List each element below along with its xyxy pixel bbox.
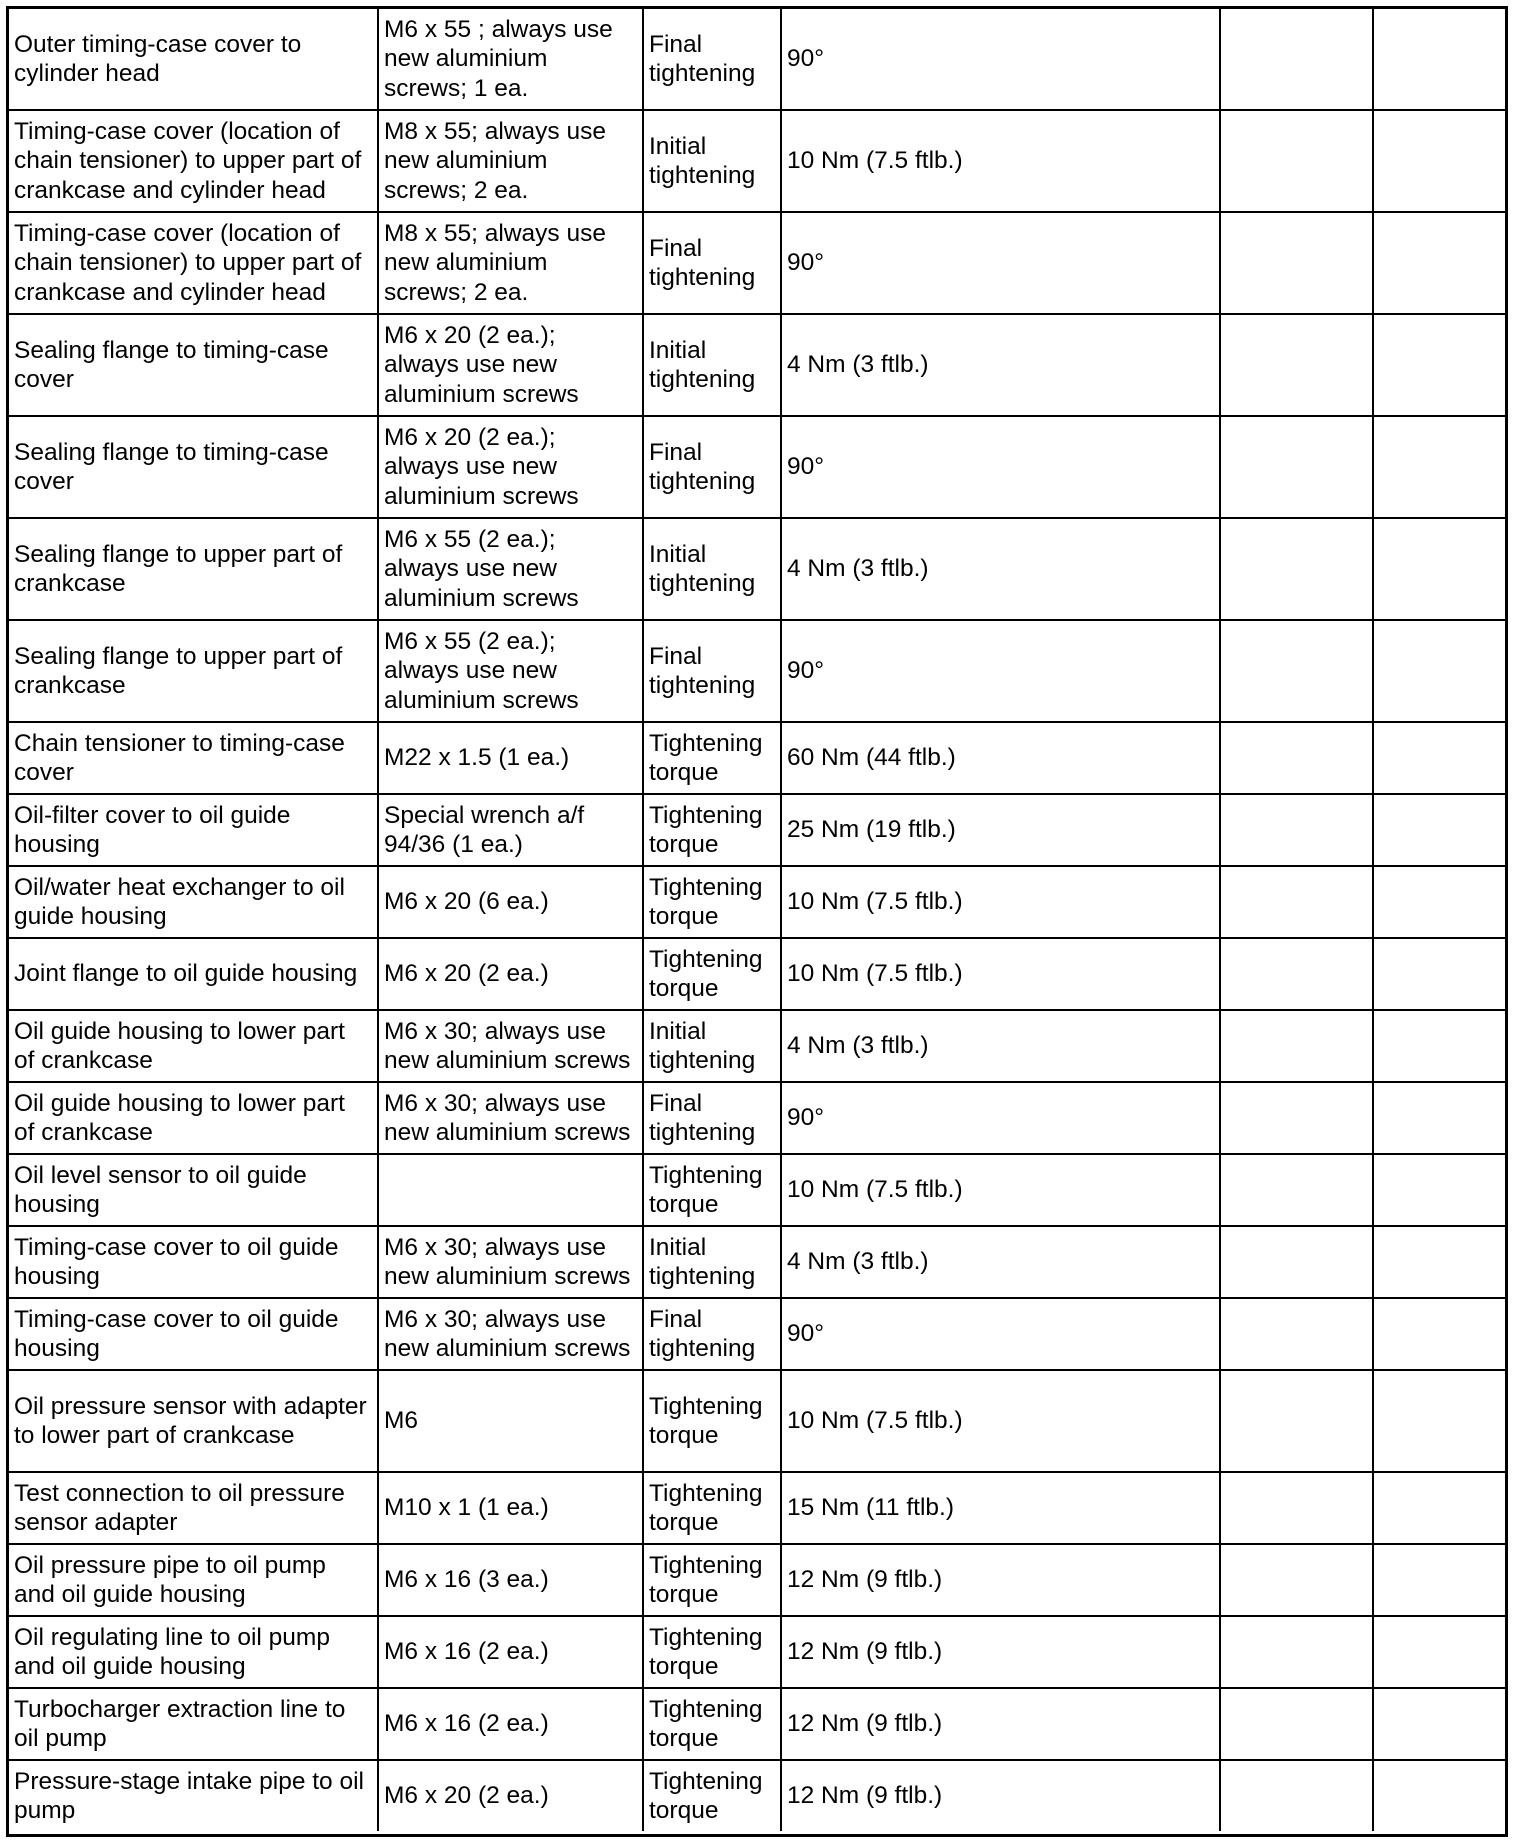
step-cell: [643, 1616, 781, 1688]
component-text: Oil level sensor to oil guide housing: [14, 1161, 307, 1218]
fastener-cell: [378, 1370, 643, 1472]
fastener-cell: [378, 1472, 643, 1544]
value-cell: [781, 416, 1220, 518]
value-cell: [781, 794, 1220, 866]
step-cell: [643, 314, 781, 416]
component-cell: [9, 866, 378, 938]
value-text: 4 Nm (3 ftlb.): [787, 555, 929, 583]
fastener-text: M6: [384, 1407, 419, 1435]
extra-cell-2: [1373, 1226, 1505, 1298]
extra-cell-2: [1373, 620, 1505, 722]
step-text: Final tightening: [649, 1089, 756, 1146]
step-text: Tightening torque: [649, 1551, 763, 1608]
extra-cell-2: [1373, 212, 1505, 314]
extra-cell-2: [1373, 1688, 1505, 1760]
value-text: 10 Nm (7.5 ftlb.): [787, 960, 963, 988]
fastener-cell: [378, 1154, 643, 1226]
component-cell: [9, 1154, 378, 1226]
fastener-cell: [378, 1544, 643, 1616]
step-cell: [643, 1472, 781, 1544]
component-cell: [9, 1760, 378, 1831]
step-text: Initial tightening: [649, 1017, 756, 1074]
fastener-cell: [378, 1616, 643, 1688]
table-row: [9, 794, 1505, 866]
value-text: 12 Nm (9 ftlb.): [787, 1638, 943, 1666]
fastener-text: M10 x 1 (1 ea.): [384, 1494, 549, 1522]
component-cell: [9, 1616, 378, 1688]
step-cell: [643, 1298, 781, 1370]
component-text: Timing-case cover to oil guide housing: [14, 1233, 339, 1290]
extra-cell-1: [1220, 866, 1373, 938]
step-cell: [643, 9, 781, 110]
fastener-cell: [378, 416, 643, 518]
table-row: [9, 212, 1505, 314]
fastener-text: M6 x 20 (2 ea.): [384, 960, 549, 988]
value-text: 10 Nm (7.5 ftlb.): [787, 888, 963, 916]
value-text: 10 Nm (7.5 ftlb.): [787, 1407, 963, 1435]
torque-specification-sheet: [6, 6, 1508, 1837]
table-row: [9, 722, 1505, 794]
component-cell: [9, 1688, 378, 1760]
fastener-cell: [378, 866, 643, 938]
component-cell: [9, 794, 378, 866]
step-text: Tightening torque: [649, 1623, 763, 1680]
table-row: [9, 866, 1505, 938]
fastener-cell: [378, 794, 643, 866]
fastener-text: M6 x 55 ; always use new aluminium screws; 1 ea.: [384, 15, 613, 102]
extra-cell-1: [1220, 1688, 1373, 1760]
value-text: 90°: [787, 249, 825, 277]
fastener-cell: [378, 212, 643, 314]
component-cell: [9, 518, 378, 620]
fastener-text: M6 x 16 (2 ea.): [384, 1710, 549, 1738]
component-text: Oil regulating line to oil pump and oil guide housing: [14, 1623, 330, 1680]
fastener-cell: [378, 518, 643, 620]
component-text: Turbocharger extraction line to oil pump: [14, 1695, 346, 1752]
extra-cell-2: [1373, 110, 1505, 212]
extra-cell-1: [1220, 1154, 1373, 1226]
component-text: Oil guide housing to lower part of crankcase: [14, 1089, 345, 1146]
extra-cell-1: [1220, 1760, 1373, 1831]
extra-cell-1: [1220, 1370, 1373, 1472]
step-text: Final tightening: [649, 438, 756, 495]
fastener-text: M6 x 20 (2 ea.); always use new aluminium screws: [384, 423, 579, 510]
fastener-text: M6 x 30; always use new aluminium screws: [384, 1017, 631, 1074]
component-text: Timing-case cover (location of chain tensioner) to upper part of crankcase and cylinder head: [14, 117, 362, 204]
step-cell: [643, 1370, 781, 1472]
extra-cell-2: [1373, 866, 1505, 938]
value-text: 12 Nm (9 ftlb.): [787, 1710, 943, 1738]
value-text: 12 Nm (9 ftlb.): [787, 1782, 943, 1810]
component-text: Oil-filter cover to oil guide housing: [14, 801, 291, 858]
value-text: 90°: [787, 45, 825, 73]
component-text: Chain tensioner to timing-case cover: [14, 729, 345, 786]
value-text: 90°: [787, 657, 825, 685]
fastener-cell: [378, 9, 643, 110]
component-text: Sealing flange to timing-case cover: [14, 438, 329, 495]
fastener-cell: [378, 1298, 643, 1370]
value-cell: [781, 1010, 1220, 1082]
step-cell: [643, 1082, 781, 1154]
component-text: Timing-case cover to oil guide housing: [14, 1305, 339, 1362]
component-text: Oil/water heat exchanger to oil guide housing: [14, 873, 345, 930]
component-text: Sealing flange to upper part of crankcase: [14, 540, 343, 597]
value-text: 10 Nm (7.5 ftlb.): [787, 1176, 963, 1204]
component-cell: [9, 1010, 378, 1082]
extra-cell-2: [1373, 1544, 1505, 1616]
step-cell: [643, 620, 781, 722]
fastener-text: M6 x 20 (2 ea.): [384, 1782, 549, 1810]
step-cell: [643, 866, 781, 938]
value-cell: [781, 1688, 1220, 1760]
extra-cell-1: [1220, 722, 1373, 794]
extra-cell-1: [1220, 620, 1373, 722]
extra-cell-1: [1220, 1226, 1373, 1298]
component-cell: [9, 722, 378, 794]
value-cell: [781, 314, 1220, 416]
table-row: [9, 518, 1505, 620]
extra-cell-1: [1220, 314, 1373, 416]
value-cell: [781, 938, 1220, 1010]
extra-cell-1: [1220, 416, 1373, 518]
component-cell: [9, 314, 378, 416]
value-text: 90°: [787, 1104, 825, 1132]
extra-cell-1: [1220, 1472, 1373, 1544]
component-text: Sealing flange to upper part of crankcase: [14, 642, 343, 699]
table-row: [9, 9, 1505, 110]
step-cell: [643, 1688, 781, 1760]
component-cell: [9, 938, 378, 1010]
extra-cell-1: [1220, 1616, 1373, 1688]
extra-cell-2: [1373, 1154, 1505, 1226]
table-row: [9, 1226, 1505, 1298]
table-row: [9, 1472, 1505, 1544]
value-cell: [781, 9, 1220, 110]
extra-cell-1: [1220, 212, 1373, 314]
extra-cell-2: [1373, 722, 1505, 794]
extra-cell-2: [1373, 1472, 1505, 1544]
fastener-text: M6 x 55 (2 ea.); always use new aluminium screws: [384, 627, 579, 714]
fastener-text: M22 x 1.5 (1 ea.): [384, 744, 570, 772]
table-row: [9, 938, 1505, 1010]
value-text: 60 Nm (44 ftlb.): [787, 744, 956, 772]
component-cell: [9, 620, 378, 722]
step-cell: [643, 1760, 781, 1831]
extra-cell-1: [1220, 1082, 1373, 1154]
step-text: Tightening torque: [649, 1767, 763, 1824]
extra-cell-1: [1220, 1010, 1373, 1082]
step-cell: [643, 212, 781, 314]
step-cell: [643, 518, 781, 620]
component-cell: [9, 1226, 378, 1298]
table-row: [9, 1082, 1505, 1154]
table-row: [9, 110, 1505, 212]
component-text: Outer timing-case cover to cylinder head: [14, 30, 302, 87]
value-cell: [781, 1472, 1220, 1544]
fastener-text: M8 x 55; always use new aluminium screws; 2 ea.: [384, 117, 606, 204]
step-text: Initial tightening: [649, 336, 756, 393]
fastener-text: M6 x 30; always use new aluminium screws: [384, 1089, 631, 1146]
fastener-cell: [378, 1688, 643, 1760]
value-cell: [781, 1082, 1220, 1154]
step-text: Tightening torque: [649, 1392, 763, 1449]
value-cell: [781, 1154, 1220, 1226]
table-row: [9, 620, 1505, 722]
step-text: Initial tightening: [649, 540, 756, 597]
step-text: Initial tightening: [649, 1233, 756, 1290]
table-row: [9, 314, 1505, 416]
table-body: [9, 9, 1505, 1831]
fastener-cell: [378, 110, 643, 212]
component-text: Oil pressure pipe to oil pump and oil guide housing: [14, 1551, 326, 1608]
table-row: [9, 1298, 1505, 1370]
fastener-cell: [378, 1010, 643, 1082]
component-cell: [9, 1298, 378, 1370]
fastener-text: M6 x 16 (2 ea.): [384, 1638, 549, 1666]
fastener-cell: [378, 1760, 643, 1831]
step-cell: [643, 722, 781, 794]
component-text: Joint flange to oil guide housing: [14, 960, 358, 988]
table-row: [9, 1544, 1505, 1616]
step-text: Tightening torque: [649, 1161, 763, 1218]
step-text: Tightening torque: [649, 1695, 763, 1752]
extra-cell-2: [1373, 1370, 1505, 1472]
extra-cell-2: [1373, 1010, 1505, 1082]
fastener-text: M6 x 20 (6 ea.): [384, 888, 549, 916]
step-cell: [643, 938, 781, 1010]
value-cell: [781, 620, 1220, 722]
table-row: [9, 1154, 1505, 1226]
extra-cell-2: [1373, 1082, 1505, 1154]
value-cell: [781, 1298, 1220, 1370]
fastener-text: M6 x 30; always use new aluminium screws: [384, 1233, 631, 1290]
extra-cell-1: [1220, 938, 1373, 1010]
value-text: 25 Nm (19 ftlb.): [787, 816, 956, 844]
fastener-text: M6 x 55 (2 ea.); always use new aluminium screws: [384, 525, 579, 612]
value-cell: [781, 518, 1220, 620]
table-row: [9, 1370, 1505, 1472]
extra-cell-2: [1373, 1298, 1505, 1370]
extra-cell-2: [1373, 416, 1505, 518]
value-text: 15 Nm (11 ftlb.): [787, 1494, 955, 1522]
step-cell: [643, 110, 781, 212]
component-text: Timing-case cover (location of chain tensioner) to upper part of crankcase and cylinder head: [14, 219, 362, 306]
step-text: Tightening torque: [649, 945, 763, 1002]
value-text: 4 Nm (3 ftlb.): [787, 1032, 929, 1060]
value-cell: [781, 1616, 1220, 1688]
value-text: 4 Nm (3 ftlb.): [787, 1248, 929, 1276]
component-text: Sealing flange to timing-case cover: [14, 336, 329, 393]
fastener-text: M8 x 55; always use new aluminium screws; 2 ea.: [384, 219, 606, 306]
fastener-cell: [378, 1226, 643, 1298]
fastener-text: M6 x 30; always use new aluminium screws: [384, 1305, 631, 1362]
value-cell: [781, 1370, 1220, 1472]
value-cell: [781, 1760, 1220, 1831]
value-text: 10 Nm (7.5 ftlb.): [787, 147, 963, 175]
value-cell: [781, 1544, 1220, 1616]
fastener-cell: [378, 722, 643, 794]
component-text: Oil pressure sensor with adapter to lower part of crankcase: [14, 1392, 367, 1449]
extra-cell-1: [1220, 1544, 1373, 1616]
step-cell: [643, 416, 781, 518]
step-cell: [643, 794, 781, 866]
fastener-text: M6 x 20 (2 ea.); always use new aluminium screws: [384, 321, 579, 408]
extra-cell-2: [1373, 1760, 1505, 1831]
value-cell: [781, 110, 1220, 212]
value-cell: [781, 866, 1220, 938]
table-row: [9, 1616, 1505, 1688]
step-text: Final tightening: [649, 642, 756, 699]
component-cell: [9, 416, 378, 518]
step-text: Initial tightening: [649, 132, 756, 189]
fastener-cell: [378, 1082, 643, 1154]
table-row: [9, 1010, 1505, 1082]
step-cell: [643, 1010, 781, 1082]
component-cell: [9, 110, 378, 212]
step-text: Tightening torque: [649, 801, 763, 858]
step-text: Tightening torque: [649, 1479, 763, 1536]
step-text: Final tightening: [649, 30, 756, 87]
fastener-text: M6 x 16 (3 ea.): [384, 1566, 549, 1594]
step-text: Tightening torque: [649, 729, 763, 786]
component-text: Oil guide housing to lower part of crankcase: [14, 1017, 345, 1074]
fastener-cell: [378, 314, 643, 416]
torque-specification-table: [9, 9, 1505, 1831]
value-cell: [781, 722, 1220, 794]
value-text: 90°: [787, 1320, 825, 1348]
value-text: 90°: [787, 453, 825, 481]
extra-cell-2: [1373, 1616, 1505, 1688]
value-cell: [781, 212, 1220, 314]
extra-cell-1: [1220, 110, 1373, 212]
extra-cell-2: [1373, 794, 1505, 866]
component-cell: [9, 212, 378, 314]
component-cell: [9, 1544, 378, 1616]
component-cell: [9, 1370, 378, 1472]
extra-cell-2: [1373, 938, 1505, 1010]
component-cell: [9, 9, 378, 110]
table-row: [9, 1688, 1505, 1760]
extra-cell-1: [1220, 794, 1373, 866]
step-cell: [643, 1226, 781, 1298]
fastener-cell: [378, 938, 643, 1010]
value-text: 12 Nm (9 ftlb.): [787, 1566, 943, 1594]
extra-cell-1: [1220, 518, 1373, 620]
extra-cell-2: [1373, 9, 1505, 110]
value-text: 4 Nm (3 ftlb.): [787, 351, 929, 379]
fastener-text: Special wrench a/f 94/36 (1 ea.): [384, 801, 585, 858]
extra-cell-2: [1373, 518, 1505, 620]
step-text: Tightening torque: [649, 873, 763, 930]
step-text: Final tightening: [649, 1305, 756, 1362]
step-cell: [643, 1544, 781, 1616]
fastener-cell: [378, 620, 643, 722]
component-text: Pressure-stage intake pipe to oil pump: [14, 1767, 364, 1824]
extra-cell-1: [1220, 1298, 1373, 1370]
step-cell: [643, 1154, 781, 1226]
extra-cell-2: [1373, 314, 1505, 416]
table-row: [9, 416, 1505, 518]
value-cell: [781, 1226, 1220, 1298]
component-cell: [9, 1472, 378, 1544]
component-text: Test connection to oil pressure sensor adapter: [14, 1479, 345, 1536]
step-text: Final tightening: [649, 234, 756, 291]
table-row: [9, 1760, 1505, 1831]
extra-cell-1: [1220, 9, 1373, 110]
component-cell: [9, 1082, 378, 1154]
